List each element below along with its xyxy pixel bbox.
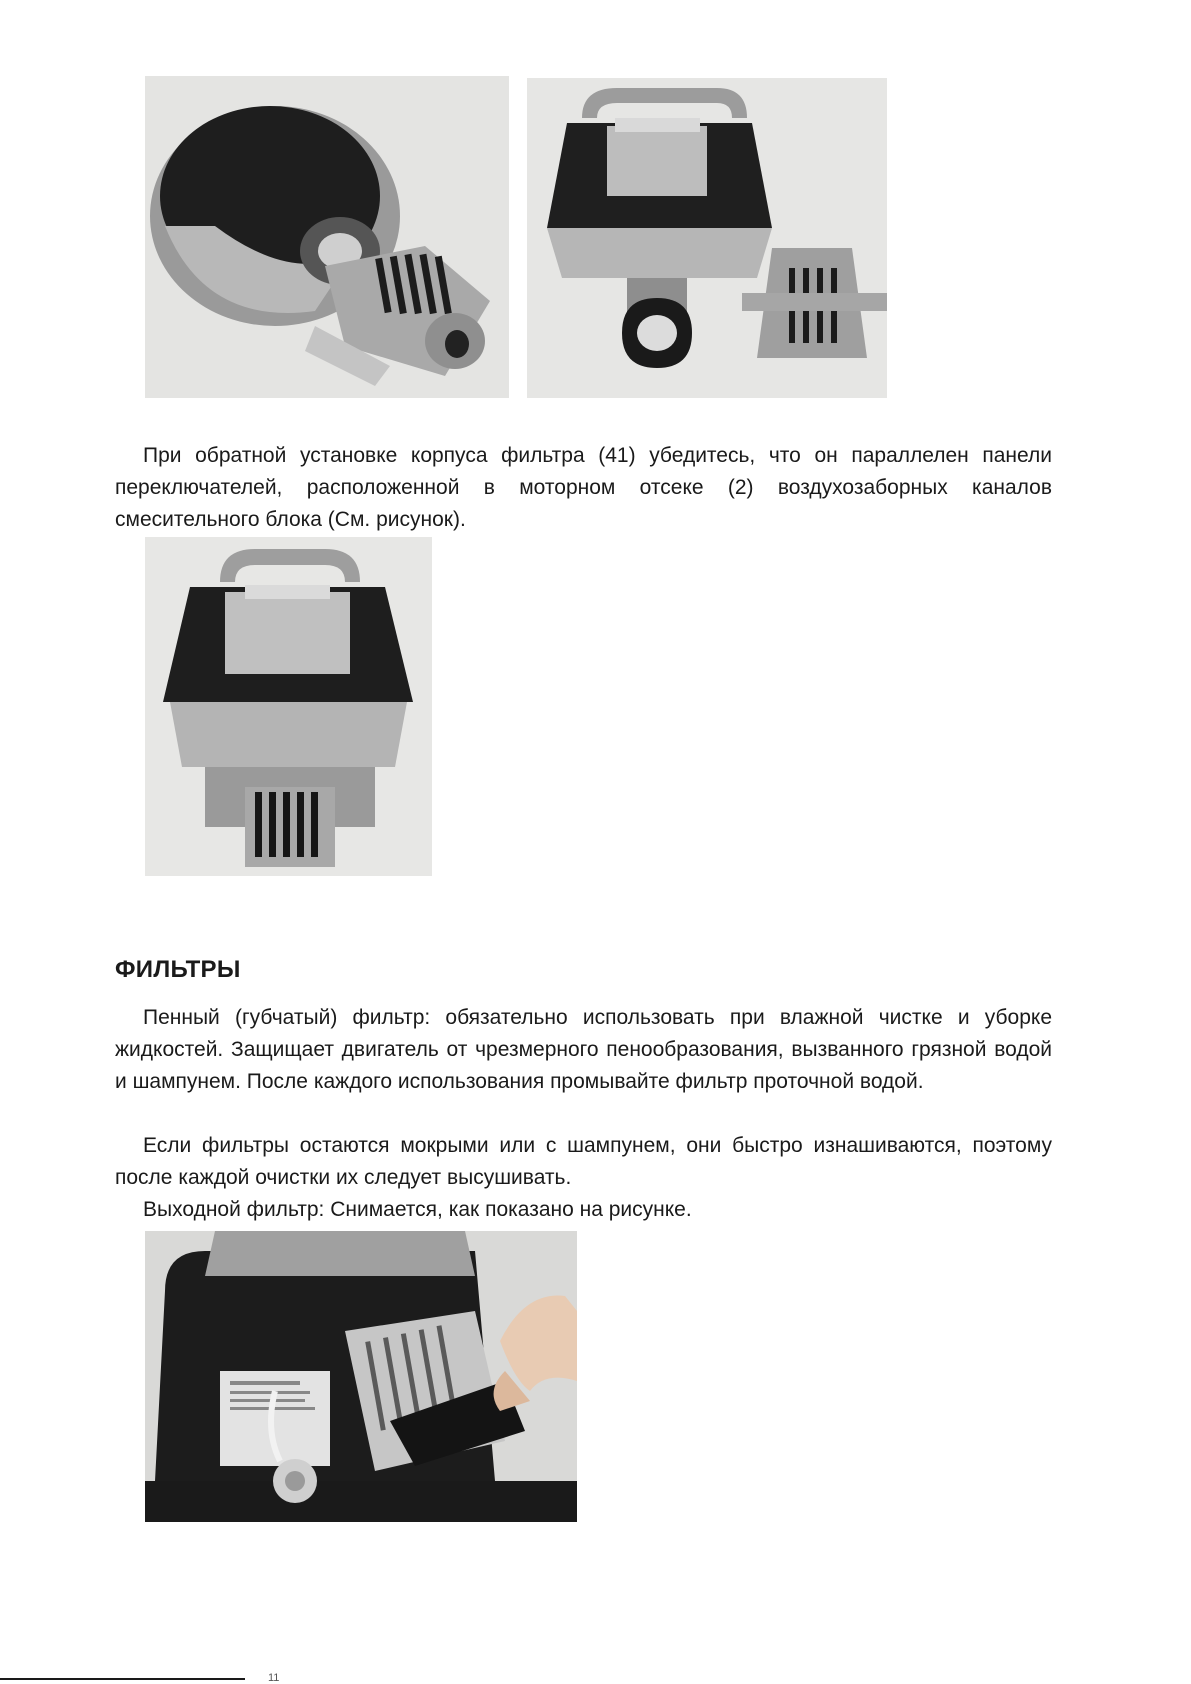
page-number: 11 [268,1672,280,1684]
drying-text: Если фильтры остаются мокрыми или с шампунем, они быстро изнашиваются, поэтому после каждой очистки их следует высушивать. [115,1134,1052,1189]
motor-filter-housing-photo [145,76,509,398]
exhaust-filter-paragraph [115,1194,1052,1226]
reinstall-text: При обратной установке корпуса фильтра (41) убедитесь, что он параллелен панели переключателей, расположенной в моторном отсеке (2) воздухозаборных каналов смесительного блока (См. рисунок). [115,444,1052,531]
footer-rule [0,1678,245,1680]
exhaust-filter-text: Выходной фильтр: Снимается, как показано на рисунке. [143,1198,692,1221]
reinstall-paragraph [115,440,1052,536]
drying-paragraph [115,1130,1052,1194]
unit-foam-filter-photo [527,78,887,398]
foam-filter-text: Пенный (губчатый) фильтр: обязательно использовать при влажной чистке и уборке жидкостей. Защищает двигатель от чрезмерного пенообразования, вызванного грязной водой и шампунем. После каждого использования промывайте фильтр проточной водой. [115,1006,1052,1093]
filters-heading: ФИЛЬТРЫ [115,956,241,983]
foam-filter-paragraph [115,1002,1052,1098]
exhaust-filter-removal-photo [145,1231,577,1522]
assembled-unit-photo [145,537,432,876]
